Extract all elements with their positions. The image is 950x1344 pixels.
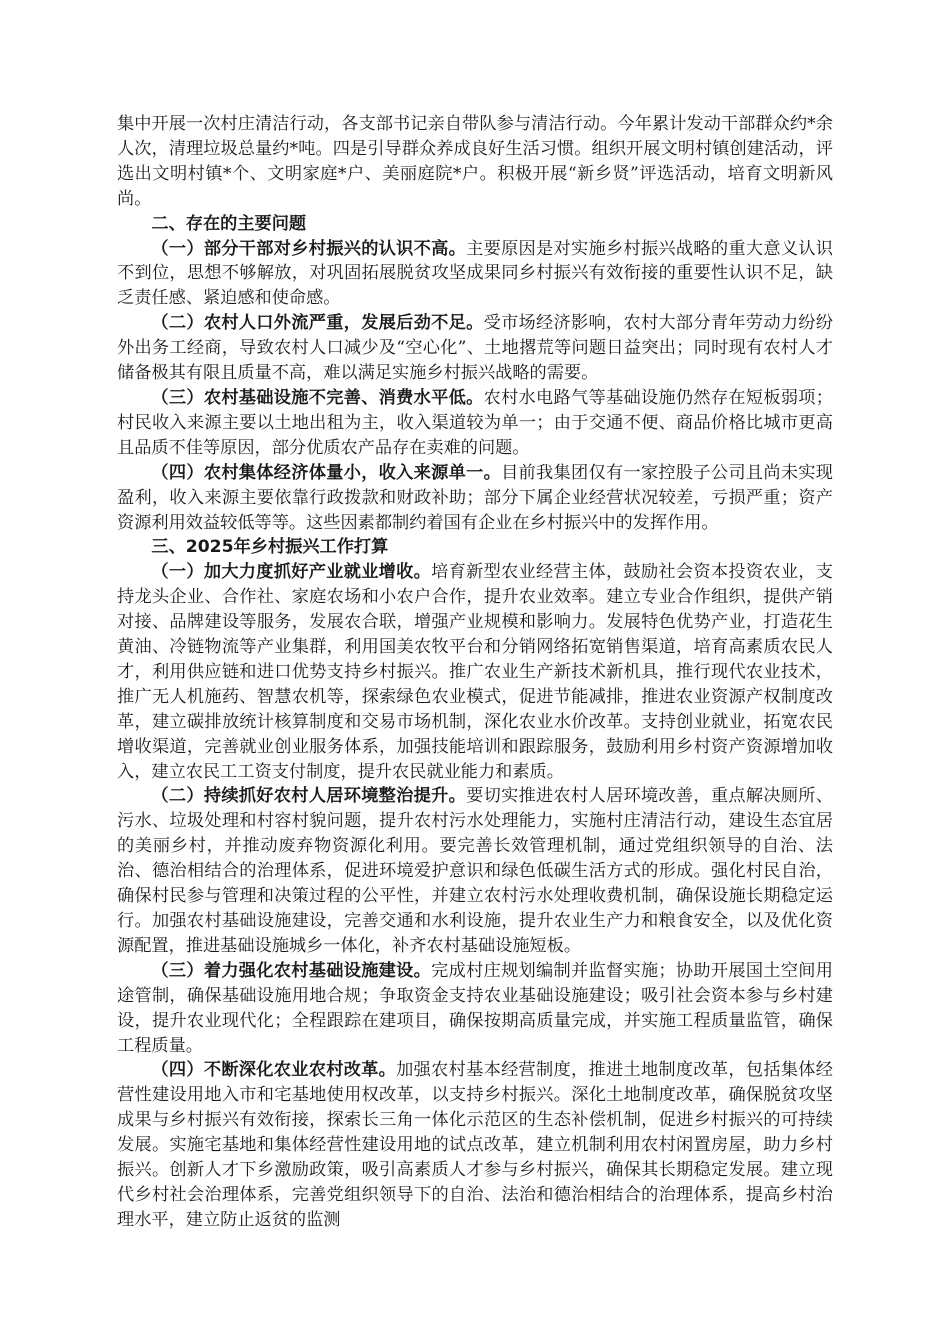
problem-item-1-lead: （一）部分干部对乡村振兴的认识不高。 (151, 238, 467, 259)
problem-item-2-text: 受市场经济影响，农村大部分青年劳动力纷纷外出务工经商，导致农村人口减少及“空心化”、土地撂荒等问题日益突出；同时现有农村人才储备极其有限且质量不高，难以满足实施乡村振兴战略的需要。 (117, 313, 833, 384)
problem-item-3 (117, 386, 833, 461)
problem-item-4 (117, 461, 833, 536)
problem-item-2-lead: （二）农村人口外流严重，发展后劲不足。 (151, 313, 484, 334)
document-body (117, 112, 833, 1233)
plan-item-3-text: 完成村庄规划编制并监督实施；协助开展国土空间用途管制，确保基础设施用地合规；争取资金支持农业基础设施建设；吸引社会资本参与乡村建设，提升农业现代化；全程跟踪在建项目，确保按期高质量完成，并实施工程质量监管，确保工程质量。 (117, 960, 833, 1056)
problem-item-4-text: 目前我集团仅有一家控股子公司且尚未实现盈利，收入来源主要依靠行政拨款和财政补助；部分下属企业经营状况较差，亏损严重；资产资源利用效益较低等等。这些因素都制约着国有企业在乡村振兴中的发挥作用。 (117, 462, 833, 533)
plan-item-3 (117, 959, 833, 1059)
section-heading-plans: 三、2025年乡村振兴工作打算 (151, 537, 389, 558)
plan-item-4 (117, 1058, 833, 1232)
plan-item-3-lead: （三）着力强化农村基础设施建设。 (151, 960, 432, 981)
problem-item-1 (117, 237, 833, 312)
plan-item-1 (117, 560, 833, 784)
section-heading-problems: 二、存在的主要问题 (151, 213, 307, 234)
plan-item-2 (117, 784, 833, 958)
plan-item-4-text: 加强农村基本经营制度，推进土地制度改革，包括集体经营性建设用地入市和宅基地使用权改革，以支持乡村振兴。深化土地制度改革，确保脱贫攻坚成果与乡村振兴有效衔接，探索长三角一体化示范区的生态补偿机制，促进乡村振兴的可持续发展。实施宅基地和集体经营性建设用地的试点改革，建立机制利用农村闲置房屋，助力乡村振兴。创新人才下乡激励政策，吸引高素质人才参与乡村振兴，确保其长期稳定发展。建立现代乡村社会治理体系，完善党组织领导下的自治、法治和德治相结合的治理体系，提高乡村治理水平，建立防止返贫的监测 (117, 1060, 833, 1230)
plan-item-2-text: 要切实推进农村人居环境改善，重点解决厕所、污水、垃圾处理和村容村貌问题，提升农村污水处理能力，实施村庄清洁行动，建设生态宜居的美丽乡村，并推动废弃物资源化利用。要完善长效管理机制，通过党组织领导的自治、法治、德治相结合的治理体系，促进环境爱护意识和绿色低碳生活方式的形成。强化村民自治，确保村民参与管理和决策过程的公平性，并建立农村污水处理收费机制，确保设施长期稳定运行。加强农村基础设施建设，完善交通和水利设施，提升农业生产力和粮食安全，以及优化资源配置，推进基础设施城乡一体化，补齐农村基础设施短板。 (117, 786, 833, 956)
problem-item-4-lead: （四）农村集体经济体量小，收入来源单一。 (151, 462, 502, 483)
plan-item-1-lead: （一）加大力度抓好产业就业增收。 (151, 562, 432, 583)
problem-item-3-text: 农村水电路气等基础设施仍然存在短板弱项；村民收入来源主要以土地出租为主，收入渠道较为单一；由于交通不便、商品价格比城市更高且品质不佳等原因，部分优质农产品存在卖难的问题。 (117, 387, 833, 458)
problem-item-3-lead: （三）农村基础设施不完善、消费水平低。 (151, 387, 484, 408)
problem-item-1-text: 主要原因是对实施乡村振兴战略的重大意义认识不到位，思想不够解放，对巩固拓展脱贫攻坚成果同乡村振兴有效衔接的重要性认识不足，缺乏责任感、紧迫感和使命感。 (117, 238, 833, 309)
intro-paragraph: 集中开展一次村庄清洁行动，各支部书记亲自带队参与清洁行动。今年累计发动干部群众约*余人次，清理垃圾总量约*吨。四是引导群众养成良好生活习惯。组织开展文明村镇创建活动，评选出文明村镇*个、文明家庭*户、美丽庭院*户。积极开展“新乡贤”评选活动，培育文明新风尚。 (117, 114, 833, 209)
plan-item-2-lead: （二）持续抓好农村人居环境整治提升。 (151, 786, 467, 807)
plan-item-1-text: 培育新型农业经营主体，鼓励社会资本投资农业，支持龙头企业、合作社、家庭农场和小农户合作，提升农业效率。建立专业合作组织，提供产销对接、品牌建设等服务，发展农合联，增强产业规模和影响力。发展特色优势产业，打造花生黄油、冷链物流等产业集群，利用国美农牧平台和分销网络拓宽销售渠道，培育高素质农民人才，利用供应链和进口优势支持乡村振兴。推广农业生产新技术新机具，推行现代农业技术，推广无人机施药、智慧农机等，探索绿色农业模式，促进节能减排，推进农业资源产权制度改革，建立碳排放统计核算制度和交易市场机制，深化农业水价改革。支持创业就业，拓宽农民增收渠道，完善就业创业服务体系，加强技能培训和跟踪服务，鼓励利用乡村资产资源增加收入，建立农民工工资支付制度，提升农民就业能力和素质。 (117, 562, 833, 782)
problem-item-2 (117, 311, 833, 386)
plan-item-4-lead: （四）不断深化农业农村改革。 (151, 1060, 397, 1081)
